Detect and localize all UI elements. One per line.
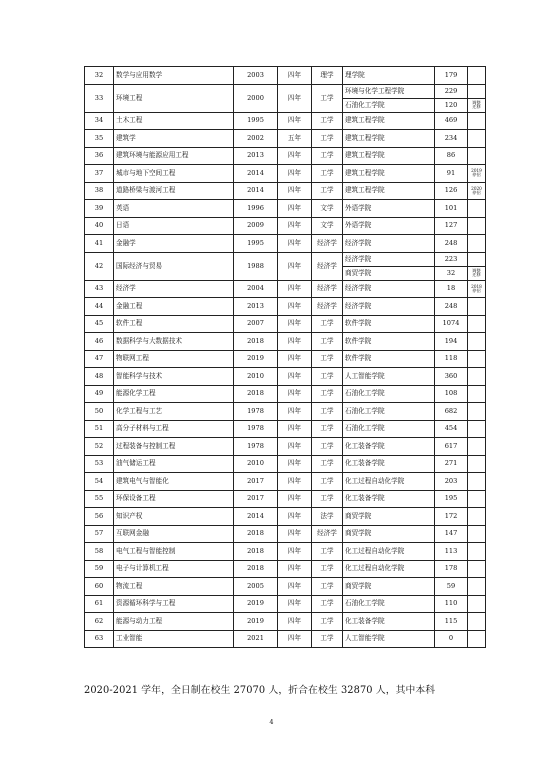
major-name: 化学工程与工艺 (114, 403, 234, 421)
remark (468, 578, 486, 596)
remark: 2020 停招 (468, 182, 486, 200)
major-name: 经济学 (114, 280, 234, 298)
student-count: 126 (435, 182, 468, 200)
school-name: 经济学院 (343, 280, 435, 298)
row-number: 38 (85, 182, 114, 200)
degree-field: 工学 (312, 182, 343, 200)
major-name: 环境工程 (114, 84, 234, 112)
remark (468, 130, 486, 148)
majors-table-body (85, 67, 486, 648)
major-name: 物流工程 (114, 578, 234, 596)
remark: 2018 停招 (468, 280, 486, 298)
major-name: 建筑电气与智能化 (114, 473, 234, 491)
major-name: 能源与动力工程 (114, 613, 234, 631)
start-year: 2000 (234, 84, 278, 112)
major-name: 英语 (114, 200, 234, 218)
duration: 四年 (278, 613, 312, 631)
row-number: 44 (85, 298, 114, 316)
duration: 四年 (278, 560, 312, 578)
page-number: 4 (269, 718, 274, 726)
duration: 四年 (278, 508, 312, 526)
start-year: 2021 (234, 630, 278, 648)
duration: 四年 (278, 368, 312, 386)
table-row (85, 613, 486, 631)
school-name: 石油化工学院 (343, 385, 435, 403)
degree-field: 工学 (312, 385, 343, 403)
row-number: 48 (85, 368, 114, 386)
major-name: 道路桥梁与渡河工程 (114, 182, 234, 200)
student-count: 682 (435, 403, 468, 421)
major-name: 环保设备工程 (114, 490, 234, 508)
degree-field: 工学 (312, 368, 343, 386)
table-row (85, 525, 486, 543)
duration: 四年 (278, 595, 312, 613)
degree-field: 工学 (312, 560, 343, 578)
table-row (85, 455, 486, 473)
remark (468, 543, 486, 561)
student-count: 101 (435, 200, 468, 218)
degree-field: 工学 (312, 403, 343, 421)
table-row (85, 298, 486, 316)
remark (468, 315, 486, 333)
duration: 四年 (278, 182, 312, 200)
table-row (85, 182, 486, 200)
duration: 四年 (278, 298, 312, 316)
remark (468, 84, 486, 98)
row-number: 57 (85, 525, 114, 543)
row-number: 32 (85, 67, 114, 85)
major-name: 建筑学 (114, 130, 234, 148)
remark (468, 252, 486, 266)
row-number: 49 (85, 385, 114, 403)
major-name: 工业智能 (114, 630, 234, 648)
row-number: 47 (85, 350, 114, 368)
row-number: 53 (85, 455, 114, 473)
student-count: 178 (435, 560, 468, 578)
table-row (85, 67, 486, 85)
start-year: 2019 (234, 350, 278, 368)
remark: 调整 迁移 (468, 98, 486, 112)
duration: 四年 (278, 315, 312, 333)
student-count: 234 (435, 130, 468, 148)
degree-field: 工学 (312, 84, 343, 112)
student-count: 179 (435, 67, 468, 85)
school-name: 建筑工程学院 (343, 130, 435, 148)
duration: 四年 (278, 420, 312, 438)
majors-table (84, 66, 486, 648)
degree-field: 工学 (312, 350, 343, 368)
degree-field: 工学 (312, 165, 343, 183)
row-number: 56 (85, 508, 114, 526)
school-name: 外语学院 (343, 200, 435, 218)
remark (468, 368, 486, 386)
degree-field: 文学 (312, 200, 343, 218)
row-number: 51 (85, 420, 114, 438)
table-row (85, 420, 486, 438)
remark (468, 525, 486, 543)
start-year: 2017 (234, 490, 278, 508)
table-row (85, 84, 486, 98)
duration: 四年 (278, 543, 312, 561)
table-row (85, 252, 486, 266)
start-year: 2010 (234, 368, 278, 386)
duration: 四年 (278, 438, 312, 456)
start-year: 2019 (234, 613, 278, 631)
student-count: 271 (435, 455, 468, 473)
duration: 四年 (278, 578, 312, 596)
remark (468, 560, 486, 578)
major-name: 电气工程与智能控制 (114, 543, 234, 561)
duration: 四年 (278, 165, 312, 183)
remark (468, 630, 486, 648)
duration: 五年 (278, 130, 312, 148)
table-row (85, 333, 486, 351)
major-name: 城市与地下空间工程 (114, 165, 234, 183)
remark (468, 438, 486, 456)
remark (468, 403, 486, 421)
start-year: 2010 (234, 455, 278, 473)
start-year: 2014 (234, 165, 278, 183)
major-name: 金融工程 (114, 298, 234, 316)
remark (468, 112, 486, 130)
enrollment-summary: 2020-2021 学年，全日制在校生 27070 人，折合在校生 32870 人，其中本科 (84, 685, 436, 696)
row-number: 59 (85, 560, 114, 578)
remark (468, 455, 486, 473)
table-row (85, 630, 486, 648)
row-number: 35 (85, 130, 114, 148)
major-name: 油气储运工程 (114, 455, 234, 473)
row-number: 40 (85, 217, 114, 235)
school-name: 石油化工学院 (343, 403, 435, 421)
student-count: 248 (435, 298, 468, 316)
row-number: 41 (85, 235, 114, 253)
remark: 2019 停招 (468, 165, 486, 183)
student-count: 59 (435, 578, 468, 596)
table-row (85, 578, 486, 596)
remark (468, 298, 486, 316)
degree-field: 工学 (312, 473, 343, 491)
duration: 四年 (278, 280, 312, 298)
duration: 四年 (278, 147, 312, 165)
row-number: 55 (85, 490, 114, 508)
start-year: 2013 (234, 298, 278, 316)
start-year: 2007 (234, 315, 278, 333)
start-year: 1978 (234, 403, 278, 421)
student-count: 195 (435, 490, 468, 508)
school-name: 化工过程自动化学院 (343, 560, 435, 578)
school-name: 建筑工程学院 (343, 182, 435, 200)
student-count: 147 (435, 525, 468, 543)
school-name: 人工智能学院 (343, 368, 435, 386)
student-count: 469 (435, 112, 468, 130)
start-year: 2018 (234, 560, 278, 578)
table-row (85, 147, 486, 165)
start-year: 1988 (234, 252, 278, 280)
degree-field: 工学 (312, 147, 343, 165)
row-number: 45 (85, 315, 114, 333)
row-number: 63 (85, 630, 114, 648)
row-number: 52 (85, 438, 114, 456)
degree-field: 工学 (312, 578, 343, 596)
school-name: 环境与化学工程学院 (343, 84, 435, 98)
student-count: 194 (435, 333, 468, 351)
student-count: 115 (435, 613, 468, 631)
school-name: 软件学院 (343, 333, 435, 351)
student-count: 118 (435, 350, 468, 368)
student-count: 18 (435, 280, 468, 298)
student-count: 0 (435, 630, 468, 648)
remark (468, 420, 486, 438)
degree-field: 理学 (312, 67, 343, 85)
student-count: 120 (435, 98, 468, 112)
duration: 四年 (278, 112, 312, 130)
school-name: 人工智能学院 (343, 630, 435, 648)
student-count: 229 (435, 84, 468, 98)
table-row (85, 217, 486, 235)
start-year: 2009 (234, 217, 278, 235)
start-year: 2018 (234, 385, 278, 403)
degree-field: 工学 (312, 420, 343, 438)
table-row (85, 112, 486, 130)
degree-field: 经济学 (312, 235, 343, 253)
degree-field: 工学 (312, 613, 343, 631)
table-row (85, 235, 486, 253)
school-name: 化工装备学院 (343, 613, 435, 631)
duration: 四年 (278, 252, 312, 280)
school-name: 建筑工程学院 (343, 147, 435, 165)
degree-field: 经济学 (312, 298, 343, 316)
student-count: 617 (435, 438, 468, 456)
start-year: 2018 (234, 333, 278, 351)
student-count: 91 (435, 165, 468, 183)
remark (468, 147, 486, 165)
remark (468, 200, 486, 218)
table-row (85, 508, 486, 526)
degree-field: 工学 (312, 333, 343, 351)
degree-field: 法学 (312, 508, 343, 526)
row-number: 43 (85, 280, 114, 298)
student-count: 360 (435, 368, 468, 386)
degree-field: 工学 (312, 438, 343, 456)
start-year: 2005 (234, 578, 278, 596)
student-count: 223 (435, 252, 468, 266)
duration: 四年 (278, 385, 312, 403)
duration: 四年 (278, 350, 312, 368)
start-year: 2018 (234, 525, 278, 543)
start-year: 2002 (234, 130, 278, 148)
remark (468, 508, 486, 526)
table-row (85, 560, 486, 578)
row-number: 39 (85, 200, 114, 218)
duration: 四年 (278, 473, 312, 491)
row-number: 42 (85, 252, 114, 280)
start-year: 1996 (234, 200, 278, 218)
school-name: 建筑工程学院 (343, 165, 435, 183)
table-row (85, 130, 486, 148)
remark (468, 595, 486, 613)
table-row (85, 403, 486, 421)
school-name: 商贸学院 (343, 525, 435, 543)
row-number: 54 (85, 473, 114, 491)
school-name: 商贸学院 (343, 578, 435, 596)
start-year: 2017 (234, 473, 278, 491)
table-row (85, 315, 486, 333)
school-name: 建筑工程学院 (343, 112, 435, 130)
row-number: 62 (85, 613, 114, 631)
degree-field: 工学 (312, 130, 343, 148)
start-year: 1995 (234, 235, 278, 253)
row-number: 34 (85, 112, 114, 130)
degree-field: 经济学 (312, 252, 343, 280)
school-name: 经济学院 (343, 235, 435, 253)
major-name: 过程装备与控制工程 (114, 438, 234, 456)
degree-field: 工学 (312, 315, 343, 333)
major-name: 国际经济与贸易 (114, 252, 234, 280)
major-name: 高分子材料与工程 (114, 420, 234, 438)
major-name: 金融学 (114, 235, 234, 253)
start-year: 1995 (234, 112, 278, 130)
duration: 四年 (278, 84, 312, 112)
table-row (85, 350, 486, 368)
major-name: 建筑环境与能源应用工程 (114, 147, 234, 165)
school-name: 化工过程自动化学院 (343, 473, 435, 491)
row-number: 36 (85, 147, 114, 165)
duration: 四年 (278, 200, 312, 218)
duration: 四年 (278, 333, 312, 351)
table-row (85, 543, 486, 561)
duration: 四年 (278, 235, 312, 253)
remark (468, 350, 486, 368)
student-count: 454 (435, 420, 468, 438)
duration: 四年 (278, 67, 312, 85)
major-name: 物联网工程 (114, 350, 234, 368)
school-name: 理学院 (343, 67, 435, 85)
student-count: 32 (435, 266, 468, 280)
row-number: 61 (85, 595, 114, 613)
table-row (85, 595, 486, 613)
table-row (85, 473, 486, 491)
degree-field: 工学 (312, 490, 343, 508)
school-name: 石油化工学院 (343, 595, 435, 613)
degree-field: 文学 (312, 217, 343, 235)
major-name: 互联网金融 (114, 525, 234, 543)
school-name: 商贸学院 (343, 266, 435, 280)
student-count: 1074 (435, 315, 468, 333)
student-count: 110 (435, 595, 468, 613)
major-name: 数据科学与大数据技术 (114, 333, 234, 351)
student-count: 86 (435, 147, 468, 165)
school-name: 石油化工学院 (343, 420, 435, 438)
duration: 四年 (278, 403, 312, 421)
duration: 四年 (278, 525, 312, 543)
student-count: 172 (435, 508, 468, 526)
remark (468, 67, 486, 85)
degree-field: 经济学 (312, 280, 343, 298)
start-year: 2018 (234, 543, 278, 561)
start-year: 2014 (234, 182, 278, 200)
start-year: 2014 (234, 508, 278, 526)
school-name: 化工过程自动化学院 (343, 543, 435, 561)
row-number: 37 (85, 165, 114, 183)
table-row (85, 200, 486, 218)
school-name: 化工装备学院 (343, 490, 435, 508)
remark: 调整 迁移 (468, 266, 486, 280)
major-name: 能源化学工程 (114, 385, 234, 403)
row-number: 58 (85, 543, 114, 561)
major-name: 日语 (114, 217, 234, 235)
row-number: 46 (85, 333, 114, 351)
degree-field: 经济学 (312, 525, 343, 543)
row-number: 33 (85, 84, 114, 112)
student-count: 108 (435, 385, 468, 403)
school-name: 化工装备学院 (343, 438, 435, 456)
remark (468, 235, 486, 253)
major-name: 数学与应用数学 (114, 67, 234, 85)
remark (468, 613, 486, 631)
remark (468, 333, 486, 351)
start-year: 2003 (234, 67, 278, 85)
duration: 四年 (278, 490, 312, 508)
table-row (85, 490, 486, 508)
table-row (85, 385, 486, 403)
degree-field: 工学 (312, 543, 343, 561)
student-count: 127 (435, 217, 468, 235)
school-name: 软件学院 (343, 350, 435, 368)
school-name: 软件学院 (343, 315, 435, 333)
remark (468, 490, 486, 508)
student-count: 248 (435, 235, 468, 253)
duration: 四年 (278, 630, 312, 648)
degree-field: 工学 (312, 455, 343, 473)
row-number: 50 (85, 403, 114, 421)
major-name: 智能科学与技术 (114, 368, 234, 386)
table-row (85, 280, 486, 298)
remark (468, 385, 486, 403)
school-name: 经济学院 (343, 252, 435, 266)
remark (468, 473, 486, 491)
table-row (85, 368, 486, 386)
degree-field: 工学 (312, 112, 343, 130)
table-row (85, 165, 486, 183)
school-name: 外语学院 (343, 217, 435, 235)
degree-field: 工学 (312, 630, 343, 648)
student-count: 203 (435, 473, 468, 491)
school-name: 商贸学院 (343, 508, 435, 526)
major-name: 知识产权 (114, 508, 234, 526)
major-name: 土木工程 (114, 112, 234, 130)
row-number: 60 (85, 578, 114, 596)
school-name: 经济学院 (343, 298, 435, 316)
start-year: 2004 (234, 280, 278, 298)
major-name: 软件工程 (114, 315, 234, 333)
start-year: 2013 (234, 147, 278, 165)
start-year: 1978 (234, 438, 278, 456)
major-name: 资源循环科学与工程 (114, 595, 234, 613)
duration: 四年 (278, 455, 312, 473)
school-name: 化工装备学院 (343, 455, 435, 473)
student-count: 113 (435, 543, 468, 561)
start-year: 1978 (234, 420, 278, 438)
school-name: 石油化工学院 (343, 98, 435, 112)
major-name: 电子与计算机工程 (114, 560, 234, 578)
remark (468, 217, 486, 235)
degree-field: 工学 (312, 595, 343, 613)
start-year: 2019 (234, 595, 278, 613)
duration: 四年 (278, 217, 312, 235)
table-row (85, 438, 486, 456)
